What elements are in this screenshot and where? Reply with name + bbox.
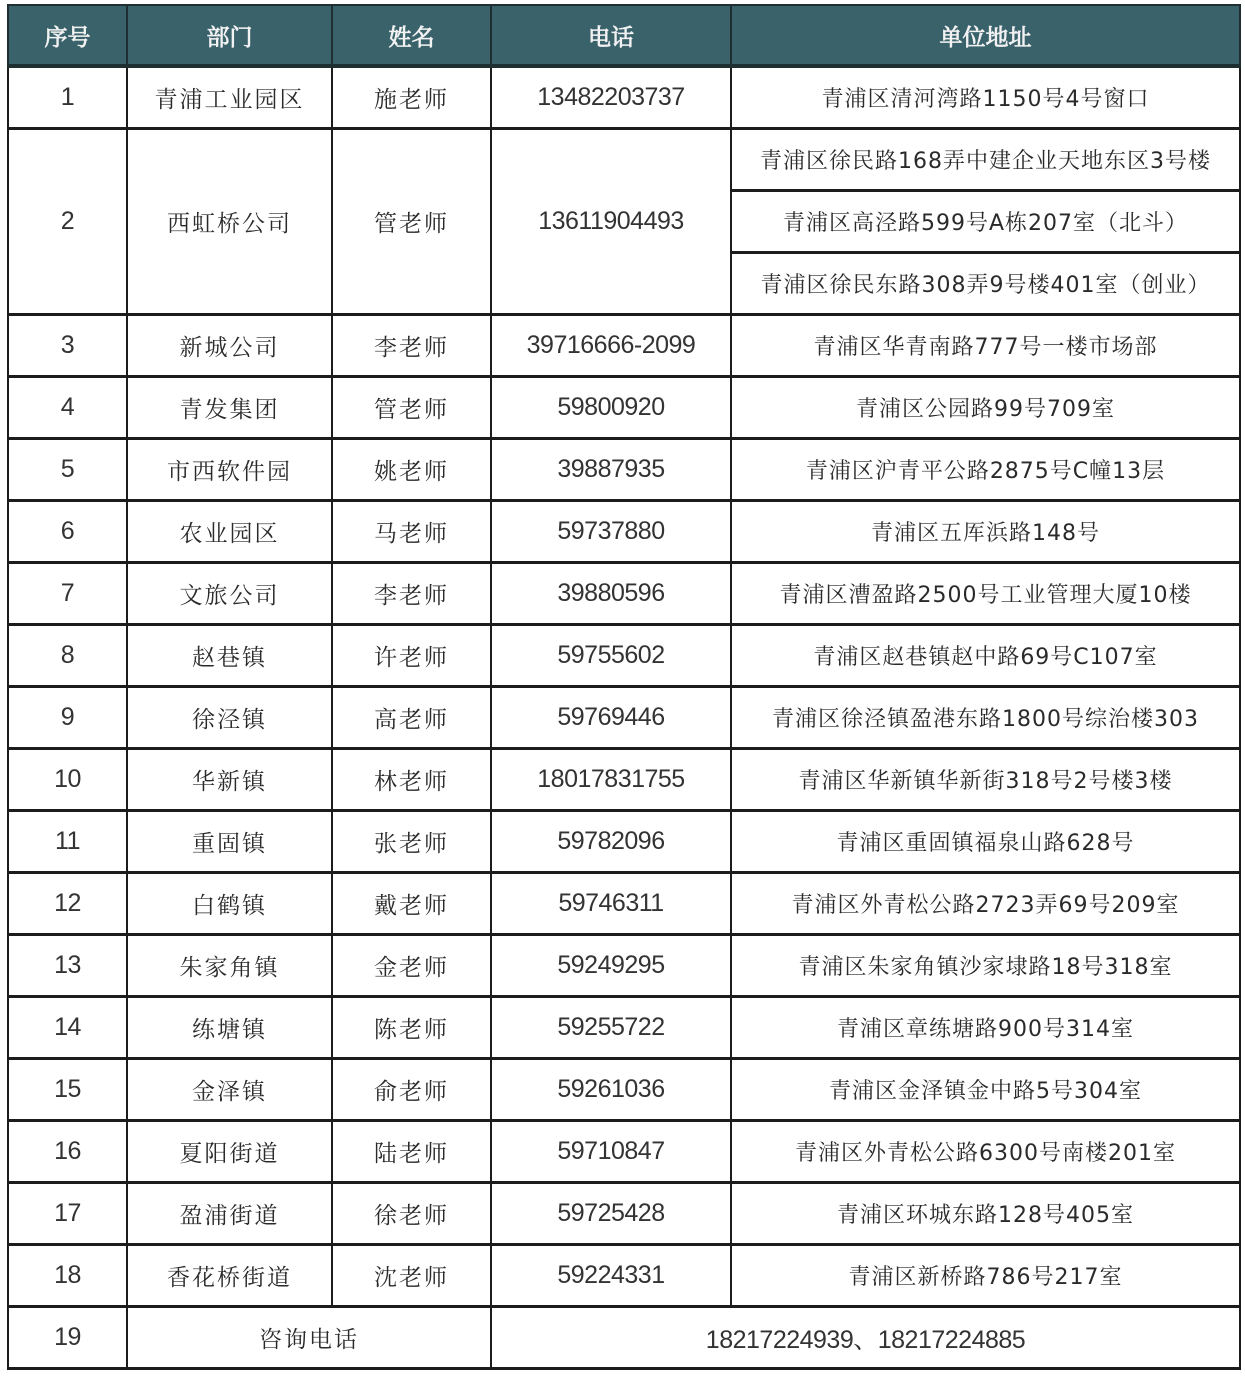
cell-dept: 新城公司 bbox=[127, 315, 332, 377]
cell-name: 李老师 bbox=[332, 315, 491, 377]
table-row bbox=[8, 1059, 1240, 1121]
cell-address: 青浦区高泾路599号A栋207室（北斗） bbox=[731, 191, 1240, 253]
cell-name: 许老师 bbox=[332, 625, 491, 687]
table-row bbox=[8, 1121, 1240, 1183]
cell-phone: 59782096 bbox=[491, 811, 731, 873]
cell-address: 青浦区外青松公路2723弄69号209室 bbox=[731, 873, 1240, 935]
cell-phone: 39880596 bbox=[491, 563, 731, 625]
cell-phone: 18017831755 bbox=[491, 749, 731, 811]
cell-name: 高老师 bbox=[332, 687, 491, 749]
cell-address: 青浦区赵巷镇赵中路69号C107室 bbox=[731, 625, 1240, 687]
cell-dept: 夏阳街道 bbox=[127, 1121, 332, 1183]
cell-name: 戴老师 bbox=[332, 873, 491, 935]
cell-phone: 59224331 bbox=[491, 1245, 731, 1307]
cell-dept: 朱家角镇 bbox=[127, 935, 332, 997]
hotline-label: 咨询电话 bbox=[127, 1307, 491, 1369]
cell-address: 青浦区金泽镇金中路5号304室 bbox=[731, 1059, 1240, 1121]
table-row bbox=[8, 1183, 1240, 1245]
cell-name: 管老师 bbox=[332, 129, 491, 315]
cell-no: 12 bbox=[8, 873, 127, 935]
cell-no: 1 bbox=[8, 66, 127, 129]
cell-no: 19 bbox=[8, 1307, 127, 1369]
cell-no: 10 bbox=[8, 749, 127, 811]
cell-name: 姚老师 bbox=[332, 439, 491, 501]
cell-dept: 白鹤镇 bbox=[127, 873, 332, 935]
header-no: 序号 bbox=[8, 5, 127, 66]
cell-address: 青浦区漕盈路2500号工业管理大厦10楼 bbox=[731, 563, 1240, 625]
header-row bbox=[8, 5, 1240, 66]
cell-no: 3 bbox=[8, 315, 127, 377]
cell-address: 青浦区清河湾路1150号4号窗口 bbox=[731, 66, 1240, 129]
header-name: 姓名 bbox=[332, 5, 491, 66]
cell-dept: 青浦工业园区 bbox=[127, 66, 332, 129]
cell-name: 张老师 bbox=[332, 811, 491, 873]
cell-dept: 赵巷镇 bbox=[127, 625, 332, 687]
cell-dept: 徐泾镇 bbox=[127, 687, 332, 749]
cell-address: 青浦区徐泾镇盈港东路1800号综治楼303 bbox=[731, 687, 1240, 749]
cell-no: 7 bbox=[8, 563, 127, 625]
table-row bbox=[8, 377, 1240, 439]
header-address: 单位地址 bbox=[731, 5, 1240, 66]
cell-dept: 金泽镇 bbox=[127, 1059, 332, 1121]
cell-no: 14 bbox=[8, 997, 127, 1059]
cell-address: 青浦区新桥路786号217室 bbox=[731, 1245, 1240, 1307]
table-row bbox=[8, 129, 1240, 191]
cell-phone: 59255722 bbox=[491, 997, 731, 1059]
cell-no: 15 bbox=[8, 1059, 127, 1121]
cell-dept: 西虹桥公司 bbox=[127, 129, 332, 315]
cell-dept: 青发集团 bbox=[127, 377, 332, 439]
cell-address: 青浦区章练塘路900号314室 bbox=[731, 997, 1240, 1059]
cell-no: 17 bbox=[8, 1183, 127, 1245]
cell-phone: 59737880 bbox=[491, 501, 731, 563]
table-row bbox=[8, 439, 1240, 501]
table-row bbox=[8, 66, 1240, 129]
cell-phone: 59755602 bbox=[491, 625, 731, 687]
cell-address: 青浦区华新镇华新街318号2号楼3楼 bbox=[731, 749, 1240, 811]
cell-name: 徐老师 bbox=[332, 1183, 491, 1245]
cell-address: 青浦区公园路99号709室 bbox=[731, 377, 1240, 439]
hotline-numbers: 18217224939、18217224885 bbox=[491, 1307, 1240, 1369]
cell-dept: 香花桥街道 bbox=[127, 1245, 332, 1307]
contact-table bbox=[7, 4, 1241, 1370]
cell-dept: 练塘镇 bbox=[127, 997, 332, 1059]
cell-name: 李老师 bbox=[332, 563, 491, 625]
cell-phone: 59261036 bbox=[491, 1059, 731, 1121]
cell-address: 青浦区外青松公路6300号南楼201室 bbox=[731, 1121, 1240, 1183]
cell-no: 4 bbox=[8, 377, 127, 439]
cell-phone: 59249295 bbox=[491, 935, 731, 997]
table-row bbox=[8, 997, 1240, 1059]
table-row bbox=[8, 935, 1240, 997]
footer-row bbox=[8, 1307, 1240, 1369]
cell-phone: 13611904493 bbox=[491, 129, 731, 315]
cell-name: 陆老师 bbox=[332, 1121, 491, 1183]
cell-name: 马老师 bbox=[332, 501, 491, 563]
cell-dept: 盈浦街道 bbox=[127, 1183, 332, 1245]
cell-dept: 华新镇 bbox=[127, 749, 332, 811]
cell-address: 青浦区徐民路168弄中建企业天地东区3号楼 bbox=[731, 129, 1240, 191]
cell-phone: 59725428 bbox=[491, 1183, 731, 1245]
cell-name: 俞老师 bbox=[332, 1059, 491, 1121]
table-row bbox=[8, 873, 1240, 935]
cell-address: 青浦区环城东路128号405室 bbox=[731, 1183, 1240, 1245]
table-row bbox=[8, 749, 1240, 811]
cell-no: 5 bbox=[8, 439, 127, 501]
table-row bbox=[8, 811, 1240, 873]
cell-name: 林老师 bbox=[332, 749, 491, 811]
cell-phone: 39887935 bbox=[491, 439, 731, 501]
cell-address: 青浦区朱家角镇沙家埭路18号318室 bbox=[731, 935, 1240, 997]
cell-address: 青浦区五厍浜路148号 bbox=[731, 501, 1240, 563]
table-row bbox=[8, 315, 1240, 377]
table-row bbox=[8, 625, 1240, 687]
table-body bbox=[8, 66, 1240, 1369]
cell-no: 11 bbox=[8, 811, 127, 873]
cell-address: 青浦区沪青平公路2875号C幢13层 bbox=[731, 439, 1240, 501]
cell-name: 沈老师 bbox=[332, 1245, 491, 1307]
cell-no: 13 bbox=[8, 935, 127, 997]
cell-no: 16 bbox=[8, 1121, 127, 1183]
header-phone: 电话 bbox=[491, 5, 731, 66]
cell-phone: 13482203737 bbox=[491, 66, 731, 129]
cell-name: 施老师 bbox=[332, 66, 491, 129]
cell-name: 金老师 bbox=[332, 935, 491, 997]
cell-no: 6 bbox=[8, 501, 127, 563]
cell-address: 青浦区华青南路777号一楼市场部 bbox=[731, 315, 1240, 377]
cell-no: 9 bbox=[8, 687, 127, 749]
cell-address: 青浦区重固镇福泉山路628号 bbox=[731, 811, 1240, 873]
table-row bbox=[8, 501, 1240, 563]
cell-dept: 重固镇 bbox=[127, 811, 332, 873]
cell-phone: 59746311 bbox=[491, 873, 731, 935]
cell-dept: 市西软件园 bbox=[127, 439, 332, 501]
table-row bbox=[8, 563, 1240, 625]
table-row bbox=[8, 687, 1240, 749]
cell-no: 18 bbox=[8, 1245, 127, 1307]
cell-phone: 59800920 bbox=[491, 377, 731, 439]
header-dept: 部门 bbox=[127, 5, 332, 66]
cell-name: 管老师 bbox=[332, 377, 491, 439]
cell-address: 青浦区徐民东路308弄9号楼401室（创业） bbox=[731, 253, 1240, 315]
cell-dept: 文旅公司 bbox=[127, 563, 332, 625]
cell-phone: 39716666-2099 bbox=[491, 315, 731, 377]
table-row bbox=[8, 1245, 1240, 1307]
cell-phone: 59710847 bbox=[491, 1121, 731, 1183]
cell-no: 8 bbox=[8, 625, 127, 687]
cell-phone: 59769446 bbox=[491, 687, 731, 749]
cell-no: 2 bbox=[8, 129, 127, 315]
cell-dept: 农业园区 bbox=[127, 501, 332, 563]
cell-name: 陈老师 bbox=[332, 997, 491, 1059]
